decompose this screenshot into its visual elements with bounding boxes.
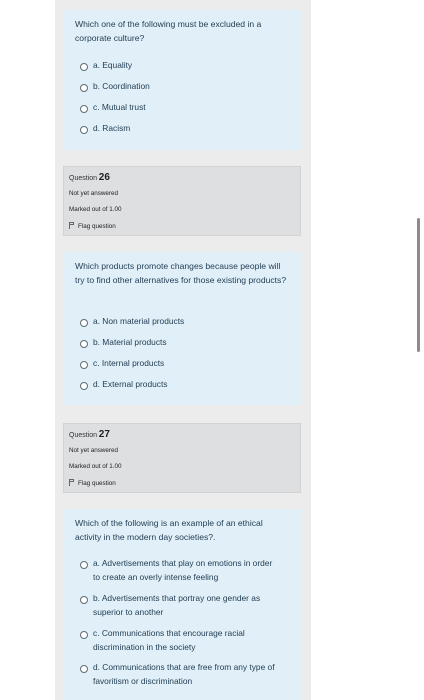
option-label: d. Communications that are free from any type of favoritism or discrimination <box>93 662 275 686</box>
flag-label: Flag question <box>78 480 116 487</box>
radio-button[interactable] <box>80 665 88 673</box>
answer-status: Not yet answered <box>69 447 119 454</box>
question-26-card <box>63 252 301 405</box>
answer-status: Not yet answered <box>69 190 119 197</box>
radio-button[interactable] <box>80 105 88 113</box>
question-label: Question <box>69 175 98 182</box>
option-label: b. Advertisements that portray one gender as superior to another <box>93 593 261 617</box>
radio-button[interactable] <box>80 63 88 71</box>
option-label: a. Advertisements that play on emotions in order to create an overly intense feeling <box>93 558 273 582</box>
question-26-info <box>63 166 301 236</box>
option-label: b. Coordination <box>93 81 150 91</box>
flag-question-link[interactable] <box>69 222 116 230</box>
radio-button[interactable] <box>80 319 88 327</box>
radio-button[interactable] <box>80 126 88 134</box>
radio-button[interactable] <box>80 340 88 348</box>
radio-button[interactable] <box>80 631 88 639</box>
marks-info: Marked out of 1.00 <box>69 463 122 470</box>
radio-button[interactable] <box>80 84 88 92</box>
flag-question-link[interactable] <box>69 479 116 487</box>
flag-icon <box>69 222 75 229</box>
scrollbar[interactable] <box>417 218 420 352</box>
marks-info: Marked out of 1.00 <box>69 206 122 213</box>
question-25-card <box>63 10 301 150</box>
question-27-info <box>63 423 301 493</box>
radio-button[interactable] <box>80 361 88 369</box>
radio-button[interactable] <box>80 382 88 390</box>
question-27-card <box>63 509 301 700</box>
question-text: Which products promote changes because people will try to find other alternatives for those existing products? <box>75 261 287 285</box>
question-text: Which of the following is an example of an ethical activity in the modern day societies?. <box>75 518 263 542</box>
question-label: Question <box>69 432 98 439</box>
option-label: c. Internal products <box>93 358 165 368</box>
option-label: a. Non material products <box>93 316 185 326</box>
option-label: c. Mutual trust <box>93 102 146 112</box>
option-label: a. Equality <box>93 60 133 70</box>
flag-label: Flag question <box>78 223 116 230</box>
question-text: Which one of the following must be excluded in a corporate culture? <box>75 19 262 43</box>
option-label: c. Communications that encourage racial discrimination in the society <box>93 628 245 652</box>
option-label: b. Material products <box>93 337 167 347</box>
radio-button[interactable] <box>80 561 88 569</box>
option-label: d. External products <box>93 379 168 389</box>
flag-icon <box>69 479 75 486</box>
question-number: 26 <box>98 172 110 183</box>
question-number: 27 <box>98 429 110 440</box>
radio-button[interactable] <box>80 596 88 604</box>
option-label: d. Racism <box>93 123 131 133</box>
